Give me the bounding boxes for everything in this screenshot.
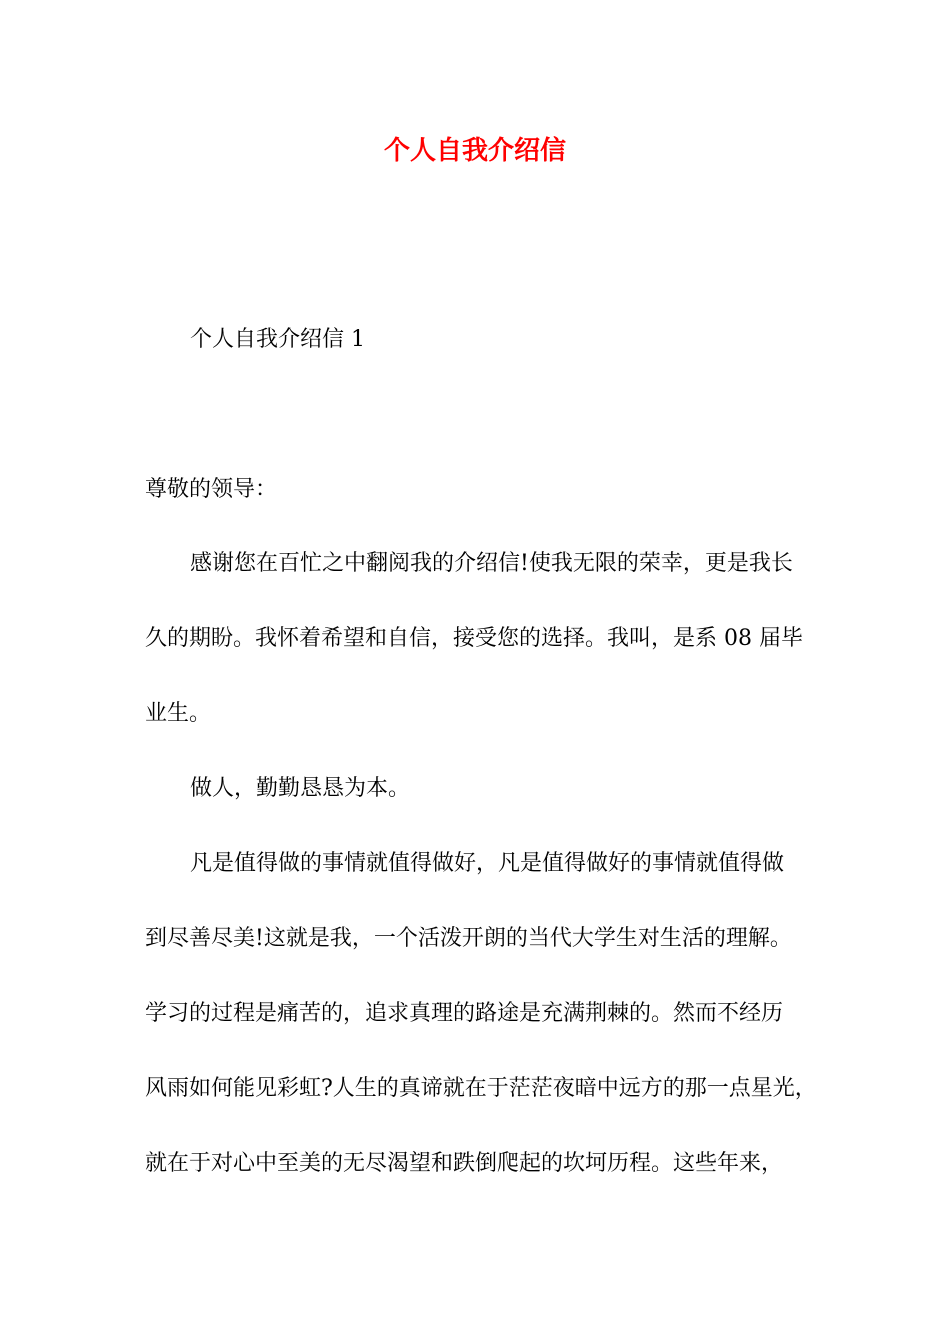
paragraph-line: 到尽善尽美!这就是我，一个活泼开朗的当代大学生对生活的理解。 — [145, 926, 792, 951]
salutation: 尊敬的领导： — [145, 477, 278, 502]
document-title: 个人自我介绍信 — [383, 136, 566, 166]
section-heading: 个人自我介绍信 1 — [190, 327, 365, 352]
paragraph-line: 感谢您在百忙之中翻阅我的介绍信!使我无限的荣幸，更是我长 — [190, 551, 793, 576]
paragraph-line: 业生。 — [145, 701, 212, 726]
paragraph-line: 凡是值得做的事情就值得做好，凡是值得做好的事情就值得做 — [190, 851, 785, 876]
paragraph-line: 学习的过程是痛苦的，追求真理的路途是充满荆棘的。然而不经历 — [145, 1001, 784, 1026]
paragraph-line: 做人，勤勤恳恳为本。 — [190, 776, 411, 801]
paragraph-line: 就在于对心中至美的无尽渴望和跌倒爬起的坎坷历程。这些年来， — [145, 1151, 784, 1176]
paragraph-line: 风雨如何能见彩虹?人生的真谛就在于茫茫夜暗中远方的那一点星光， — [145, 1076, 817, 1101]
paragraph-line: 久的期盼。我怀着希望和自信，接受您的选择。我叫，是系 08 届毕 — [145, 626, 803, 651]
